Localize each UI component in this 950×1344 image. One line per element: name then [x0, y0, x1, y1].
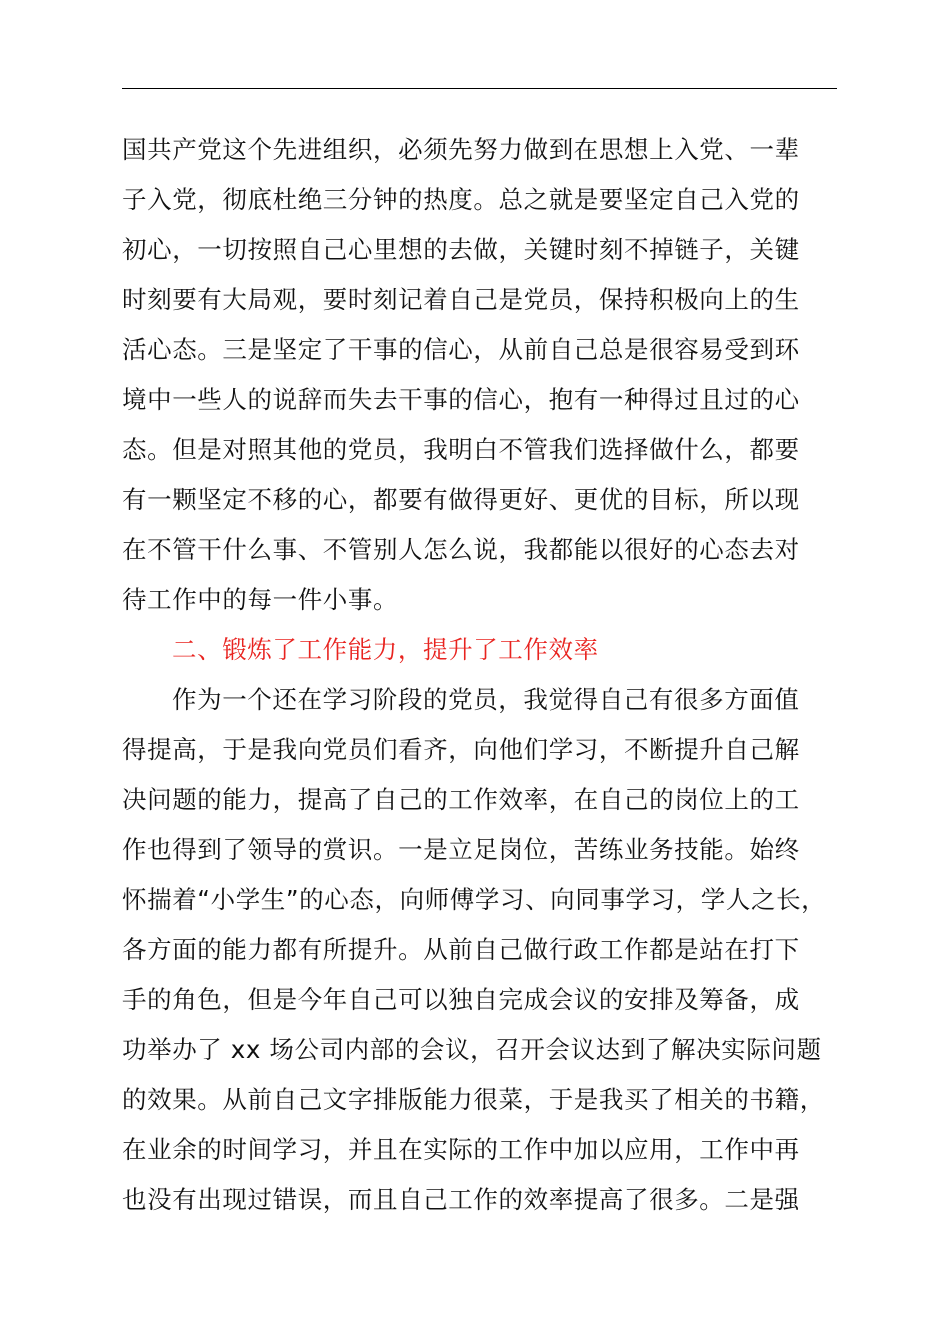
- paragraph-line: 在不管干什么事、不管别人怎么说，我都能以很好的心态去对: [122, 535, 800, 564]
- paragraph-line: 各方面的能力都有所提升。从前自己做行政工作都是站在打下: [122, 935, 800, 964]
- paragraph-line: 也没有出现过错误，而且自己工作的效率提高了很多。二是强: [122, 1185, 800, 1214]
- paragraph-line: 境中一些人的说辞而失去干事的信心，抱有一种得过且过的心: [122, 385, 800, 414]
- paragraph-line: 子入党，彻底杜绝三分钟的热度。总之就是要坚定自己入党的: [122, 185, 800, 214]
- paragraph-line: 作也得到了领导的赏识。一是立足岗位，苦练业务技能。始终: [122, 835, 800, 864]
- paragraph-line: 作为一个还在学习阶段的党员，我觉得自己有很多方面值: [172, 685, 800, 714]
- paragraph-line: 怀揣着“小学生”的心态，向师傅学习、向同事学习，学人之长，: [122, 885, 827, 914]
- section-heading: 二、锻炼了工作能力，提升了工作效率: [172, 635, 599, 664]
- paragraph-line: 时刻要有大局观，要时刻记着自己是党员，保持积极向上的生: [122, 285, 800, 314]
- paragraph-line: 得提高，于是我向党员们看齐，向他们学习，不断提升自己解: [122, 735, 800, 764]
- paragraph-line: 初心，一切按照自己心里想的去做，关键时刻不掉链子，关键: [122, 235, 800, 264]
- paragraph-line: 待工作中的每一件小事。: [122, 585, 399, 614]
- paragraph-line: 态。但是对照其他的党员，我明白不管我们选择做什么，都要: [122, 435, 800, 464]
- paragraph-line: 的效果。从前自己文字排版能力很菜，于是我买了相关的书籍，: [122, 1085, 825, 1114]
- paragraph-line: 国共产党这个先进组织，必须先努力做到在思想上入党、一辈: [122, 135, 800, 164]
- document-body: [122, 125, 847, 1225]
- paragraph-line: 功举办了 xx 场公司内部的会议，召开会议达到了解决实际问题: [122, 1035, 822, 1064]
- header-rule: [122, 88, 837, 89]
- paragraph-line: 手的角色，但是今年自己可以独自完成会议的安排及筹备，成: [122, 985, 800, 1014]
- paragraph-line: 决问题的能力，提高了自己的工作效率，在自己的岗位上的工: [122, 785, 800, 814]
- paragraph-line: 有一颗坚定不移的心，都要有做得更好、更优的目标，所以现: [122, 485, 800, 514]
- paragraph-line: 在业余的时间学习，并且在实际的工作中加以应用，工作中再: [122, 1135, 800, 1164]
- paragraph-line: 活心态。三是坚定了干事的信心，从前自己总是很容易受到环: [122, 335, 800, 364]
